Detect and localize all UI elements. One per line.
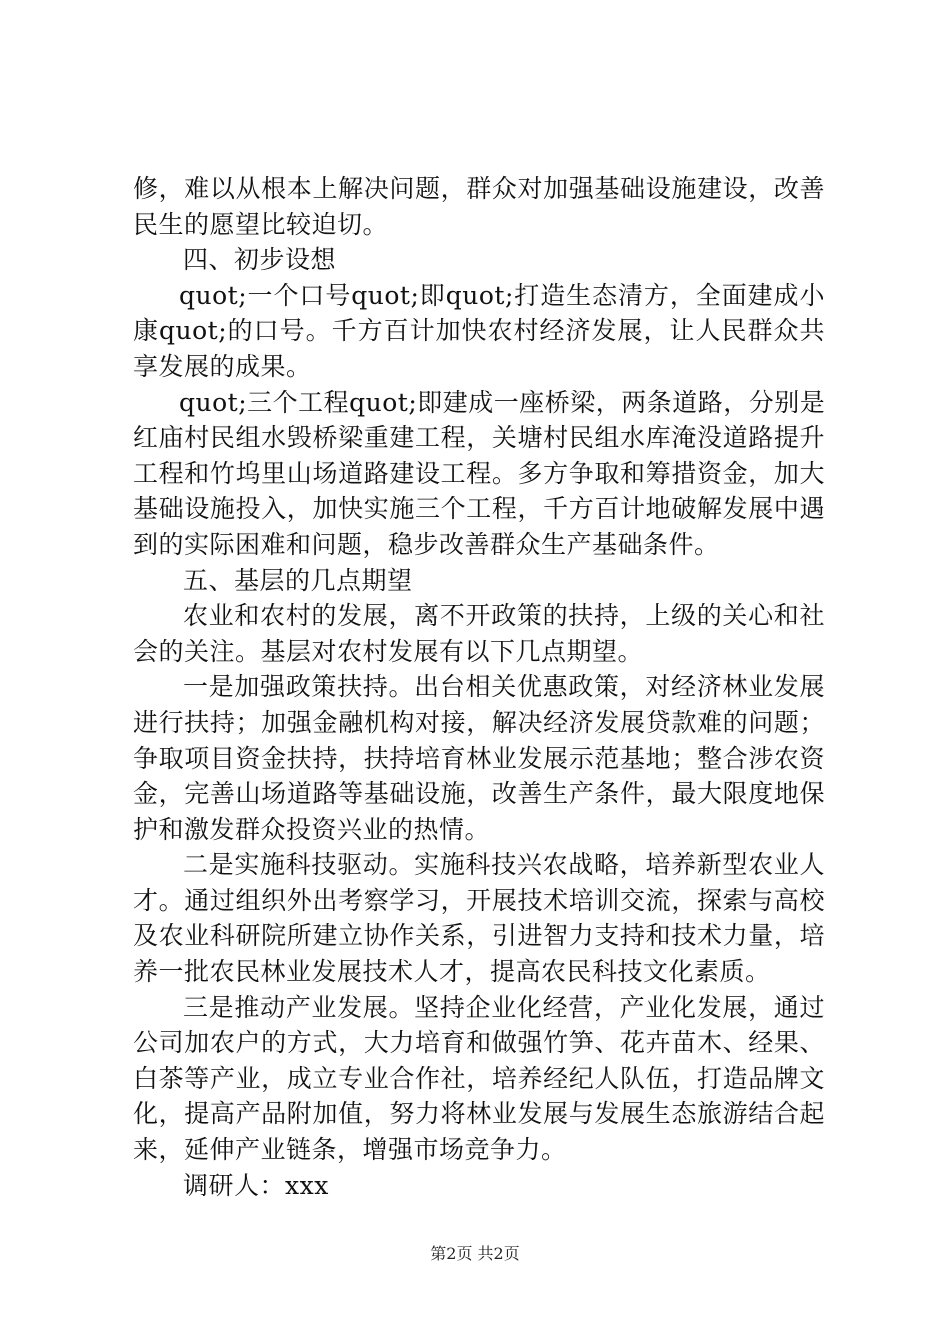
text-line: 进行扶持；加强金融机构对接，解决经济发展贷款难的问题； — [133, 707, 825, 737]
text-line: 享发展的成果。 — [133, 351, 312, 381]
section-heading: 四、初步设想 — [183, 245, 337, 275]
page-footer — [0, 1244, 950, 1264]
text-line: 基础设施投入，加快实施三个工程，千方百计地破解发展中遇 — [133, 494, 825, 524]
text-line: 三是推动产业发展。坚持企业化经营，产业化发展，通过 — [183, 992, 825, 1022]
text-line: 会的关注。基层对农村发展有以下几点期望。 — [133, 636, 644, 666]
text-line: 红庙村民组水毁桥梁重建工程，关塘村民组水库淹没道路提升 — [133, 423, 825, 453]
text-line: 工程和竹坞里山场道路建设工程。多方争取和筹措资金，加大 — [133, 458, 825, 488]
document-body — [133, 171, 825, 1203]
text-line: 二是实施科技驱动。实施科技兴农战略，培养新型农业人 — [183, 850, 825, 880]
text-line: 康quot;的口号。千方百计加快农村经济发展，让人民群众共 — [133, 316, 825, 346]
text-line: 公司加农户的方式，大力培育和做强竹笋、花卉苗木、经果、 — [133, 1028, 825, 1058]
text-line: quot;三个工程quot;即建成一座桥梁，两条道路，分别是 — [179, 387, 826, 417]
text-line: 白茶等产业，成立专业合作社，培养经纪人队伍，打造品牌文 — [133, 1063, 825, 1093]
text-line: 到的实际困难和问题，稳步改善群众生产基础条件。 — [133, 529, 720, 559]
text-line: 一是加强政策扶持。出台相关优惠政策，对经济林业发展 — [183, 672, 825, 702]
text-line: 修，难以从根本上解决问题，群众对加强基础设施建设，改善 — [133, 174, 825, 203]
text-line: 金，完善山场道路等基础设施，改善生产条件，最大限度地保 — [133, 779, 825, 809]
text-line: 护和激发群众投资兴业的热情。 — [133, 814, 491, 844]
text-line: 化，提高产品附加值，努力将林业发展与发展生态旅游结合起 — [133, 1099, 825, 1129]
text-line: 民生的愿望比较迫切。 — [133, 209, 389, 239]
text-line: 养一批农民林业发展技术人才，提高农民科技文化素质。 — [133, 957, 771, 987]
page-number-label: 第2页 共2页 — [430, 1244, 520, 1263]
text-line: 争取项目资金扶持，扶持培育林业发展示范基地；整合涉农资 — [133, 743, 825, 773]
text-line: 来，延伸产业链条，增强市场竞争力。 — [133, 1135, 567, 1165]
text-line: quot;一个口号quot;即quot;打造生态清方，全面建成小 — [179, 280, 825, 310]
text-line: 农业和农村的发展，离不开政策的扶持，上级的关心和社 — [183, 601, 825, 631]
text-line: 才。通过组织外出考察学习，开展技术培训交流，探索与高校 — [133, 885, 825, 915]
author-line: 调研人：xxx — [183, 1170, 329, 1200]
section-heading: 五、基层的几点期望 — [183, 565, 413, 595]
text-line: 及农业科研院所建立协作关系，引进智力支持和技术力量，培 — [133, 921, 825, 951]
